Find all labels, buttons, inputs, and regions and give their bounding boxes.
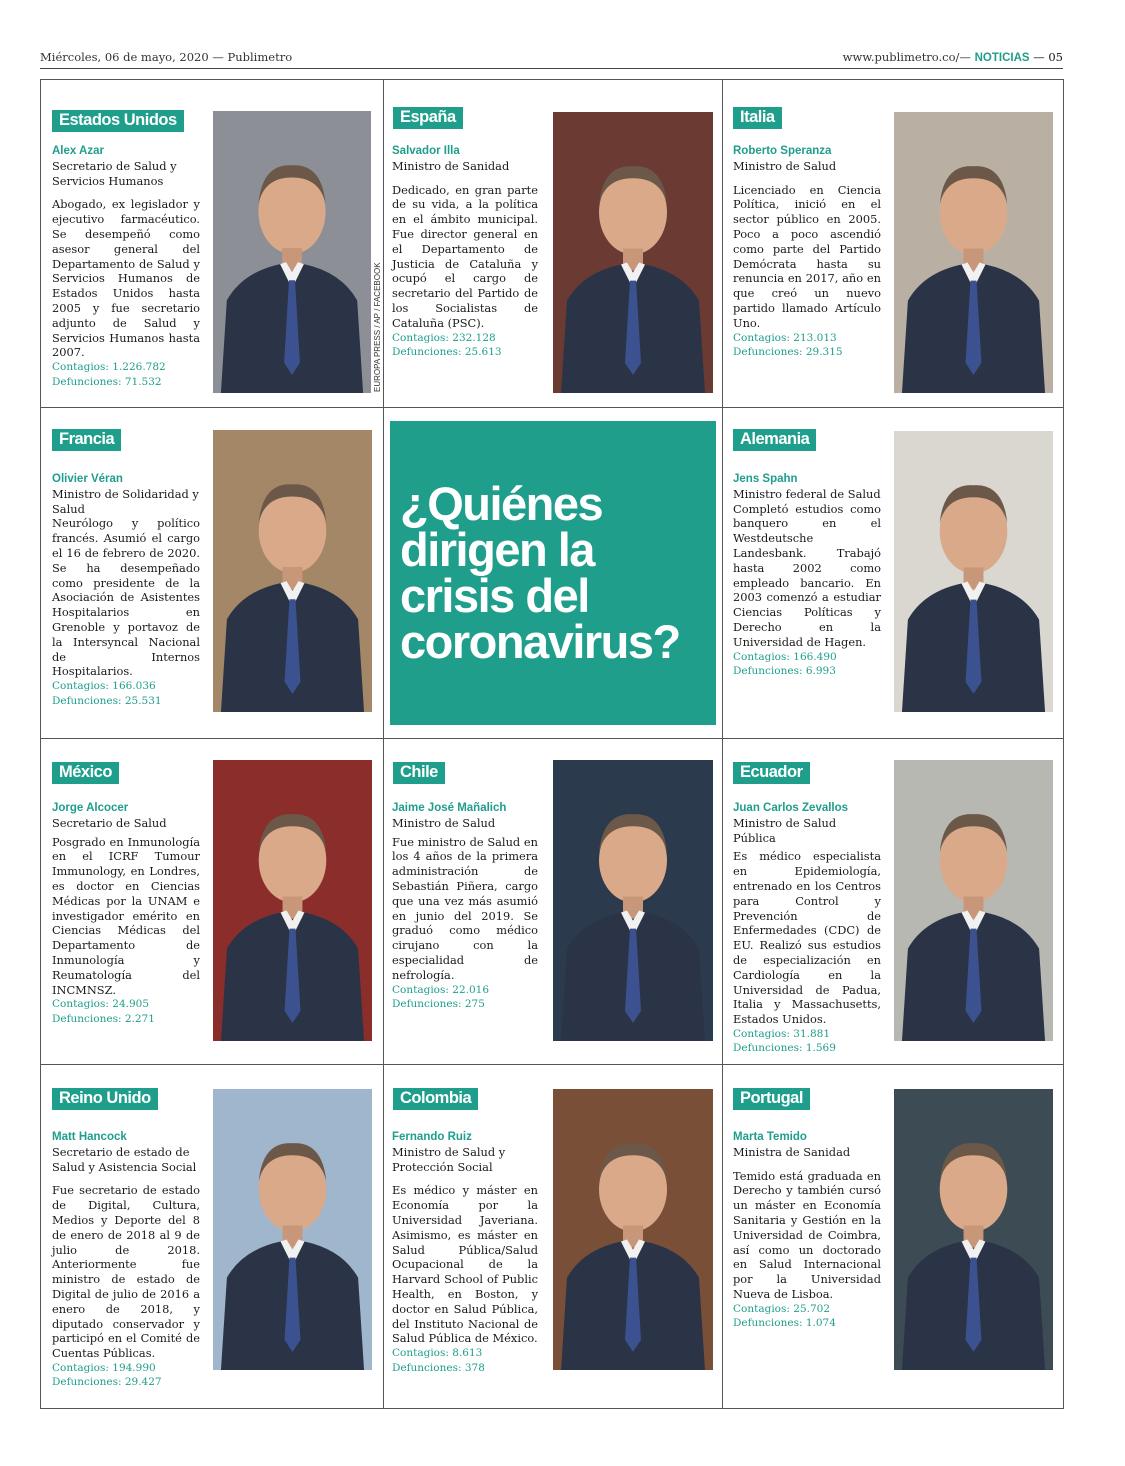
- portrait-photo: [894, 760, 1053, 1041]
- photo-credit: EUROPA PRESS / AP / FACEBOOK: [373, 262, 382, 392]
- country-tag-colombia: Colombia: [393, 1088, 478, 1110]
- defunciones-count: Defunciones: 1.074: [733, 1317, 836, 1330]
- grid-divider: [40, 738, 1064, 739]
- contagios-count: Contagios: 25.702: [733, 1302, 831, 1315]
- defunciones-count: Defunciones: 25.531: [52, 694, 162, 707]
- defunciones-count: Defunciones: 71.532: [52, 375, 162, 388]
- portrait-photo: [894, 1089, 1053, 1370]
- profile-text: [52, 144, 200, 389]
- site-url[interactable]: www.publimetro.co/—: [842, 50, 971, 64]
- page-number: — 05: [1033, 50, 1063, 64]
- defunciones-count: Defunciones: 29.315: [733, 346, 843, 359]
- contagios-count: Contagios: 24.905: [52, 998, 150, 1011]
- person-role: Secretario de Salud y Servicios Humanos: [52, 158, 177, 188]
- portrait-photo: [553, 760, 713, 1041]
- person-name: Matt Hancock: [52, 1131, 127, 1143]
- page-section-line: [843, 50, 1063, 64]
- person-bio: Fue secretario de estado de Digital, Cultura, Medios y Deporte del 8 de enero de 2018 al 9 de julio de 2018. Anteriormente fue ministro de estado de Digital de julio de 2016 a enero de 2018, y diputado conservador y participó en el Comité de Cuentas Públicas.: [52, 1183, 200, 1361]
- portrait-photo: [894, 431, 1053, 712]
- person-name: Salvador Illa: [392, 145, 460, 157]
- contagios-count: Contagios: 166.036: [52, 680, 156, 693]
- profile-text: [52, 472, 200, 708]
- country-tag-estados-unidos: Estados Unidos: [52, 110, 184, 132]
- portrait-photo: [213, 430, 372, 712]
- page-headline: ¿Quiénes dirigen la crisis del coronavirus?: [400, 477, 680, 668]
- contagios-count: Contagios: 213.013: [733, 331, 837, 344]
- portrait-photo: [213, 111, 371, 393]
- person-bio: Es médico y máster en Economía por la Universidad Javeriana. Asimismo, es máster en Salud Pública/Salud Ocupacional de la Harvard School of Public Health, en Boston, y doctor en Salud Pública, del Instituto Nacional de Salud Pública de México.: [392, 1183, 538, 1346]
- person-role: Ministra de Sanidad: [733, 1144, 851, 1159]
- contagios-count: Contagios: 166.490: [733, 650, 837, 663]
- person-role: Ministro de Salud Pública: [733, 815, 837, 845]
- person-bio: Dedicado, en gran parte de su vida, a la política en el ámbito municipal. Fue director general en el Departamento de Justicia de Cataluña y ocupó el cargo de secretario del Partido de los Socialistas de Cataluña (PSC).: [392, 182, 538, 330]
- person-role: Ministro de Salud: [733, 158, 837, 173]
- profile-text: [733, 144, 881, 360]
- profile-text: [392, 144, 538, 360]
- defunciones-count: Defunciones: 275: [392, 998, 485, 1011]
- country-tag-mexico: México: [52, 762, 119, 784]
- defunciones-count: Defunciones: 2.271: [52, 1012, 155, 1025]
- country-tag-chile: Chile: [393, 762, 445, 784]
- country-tag-espana: España: [393, 107, 463, 129]
- person-name: Alex Azar: [52, 145, 104, 157]
- person-role: Ministro federal de Salud: [733, 486, 881, 501]
- portrait-photo: [213, 760, 372, 1041]
- defunciones-count: Defunciones: 25.613: [392, 346, 502, 359]
- person-name: Olivier Véran: [52, 473, 123, 485]
- profile-text: [733, 1130, 881, 1331]
- person-name: Jaime José Mañalich: [392, 802, 507, 814]
- person-name: Juan Carlos Zevallos: [733, 802, 849, 814]
- profile-text: [52, 1130, 200, 1390]
- country-tag-alemania: Alemania: [733, 429, 816, 451]
- grid-divider: [40, 407, 1064, 408]
- grid-divider: [40, 1064, 1064, 1065]
- defunciones-count: Defunciones: 378: [392, 1361, 485, 1374]
- country-tag-francia: Francia: [52, 429, 121, 451]
- grid-divider: [722, 79, 723, 1409]
- header-rule: [40, 68, 1063, 69]
- profile-text: [733, 472, 881, 679]
- person-bio: Posgrado en Inmunología en el ICRF Tumour Immunology, en Londres, es doctor en Ciencias Médicas por la UNAM e investigador emérito en Ciencias Médicas del Departamento de Inmunología y Reumatología del INCMNSZ.: [52, 834, 200, 997]
- person-role: Ministro de Solidaridad y Salud: [52, 486, 199, 516]
- person-bio: Abogado, ex legislador y ejecutivo farmacéutico. Se desempeñó como asesor general del Departamento de Salud y Servicios Humanos de Estados Unidos hasta 2005 y fue secretario adjunto de Salud y Servicios Humanos hasta 2007.: [52, 197, 200, 360]
- portrait-photo: [894, 112, 1053, 393]
- contagios-count: Contagios: 8.613: [392, 1347, 483, 1360]
- person-bio: Completó estudios como banquero en el Westdeutsche Landesbank. Trabajó hasta 2002 como empleado bancario. En 2003 comenzó a estudiar Ciencias Políticas y Derecho en la Universidad de Hagen.: [733, 501, 881, 649]
- defunciones-count: Defunciones: 6.993: [733, 665, 836, 678]
- contagios-count: Contagios: 22.016: [392, 983, 490, 996]
- defunciones-count: Defunciones: 1.569: [733, 1042, 836, 1055]
- person-name: Fernando Ruiz: [392, 1131, 472, 1143]
- portrait-photo: [553, 1089, 713, 1370]
- person-role: Secretario de Salud: [52, 815, 167, 830]
- contagios-count: Contagios: 31.881: [733, 1027, 831, 1040]
- profile-text: [392, 1130, 538, 1375]
- headline-box: [390, 421, 716, 725]
- portrait-photo: [553, 112, 713, 393]
- person-bio: Es médico especialista en Epidemiología, entrenado en los Centros para Control y Prevención de Enfermedades (CDC) de EU. Realizó sus estudios de especialización en Cardiología en la Universidad de Padua, Italia y Massachusetts, Estados Unidos.: [733, 849, 881, 1027]
- contagios-count: Contagios: 1.226.782: [52, 361, 166, 374]
- person-bio: Licenciado en Ciencia Política, inició en el sector público en 2005. Poco a poco ascendió como parte del Partido Demócrata hasta su renuncia en 2017, año en que creó un nuevo partido llamado Artículo Uno.: [733, 182, 881, 330]
- profile-text: [392, 801, 538, 1012]
- person-bio: Neurólogo y político francés. Asumió el cargo el 16 de febrero de 2020. Se ha desempeñado como presidente de la Asociación de Asistentes Hospitalarios en Grenoble y portavoz de la Intersyncal Nacional de Internos Hospitalarios.: [52, 516, 200, 679]
- person-name: Marta Temido: [733, 1131, 807, 1143]
- person-name: Jens Spahn: [733, 473, 798, 485]
- person-role: Secretario de estado de Salud y Asistencia Social: [52, 1144, 197, 1174]
- country-tag-portugal: Portugal: [733, 1088, 810, 1110]
- defunciones-count: Defunciones: 29.427: [52, 1376, 162, 1389]
- contagios-count: Contagios: 194.990: [52, 1361, 156, 1374]
- person-role: Ministro de Salud y Protección Social: [392, 1144, 506, 1174]
- person-bio: Fue ministro de Salud en los 4 años de la primera administración de Sebastián Piñera, cargo que una vez más asumió en junio del 2019. Se graduó como médico cirujano con la especialidad de nefrología.: [392, 834, 538, 982]
- profile-text: [52, 801, 200, 1026]
- contagios-count: Contagios: 232.128: [392, 331, 496, 344]
- person-role: Ministro de Sanidad: [392, 158, 510, 173]
- person-bio: Temido está graduada en Derecho y también cursó un máster en Economía Sanitaria y Gestión en la Universidad de Coimbra, así como un doctorado en Salud Internacional por la Universidad Nueva de Lisboa.: [733, 1168, 881, 1301]
- grid-divider: [383, 79, 384, 1409]
- person-name: Jorge Alcocer: [52, 802, 129, 814]
- page-date-line: Miércoles, 06 de mayo, 2020 — Publimetro: [40, 50, 293, 64]
- profile-text: [733, 801, 881, 1056]
- country-tag-ecuador: Ecuador: [733, 762, 810, 784]
- portrait-photo: [213, 1089, 372, 1370]
- person-role: Ministro de Salud: [392, 815, 496, 830]
- country-tag-italia: Italia: [733, 107, 782, 129]
- country-tag-reino-unido: Reino Unido: [52, 1088, 158, 1110]
- person-name: Roberto Speranza: [733, 145, 832, 157]
- section-name: NOTICIAS: [974, 52, 1030, 64]
